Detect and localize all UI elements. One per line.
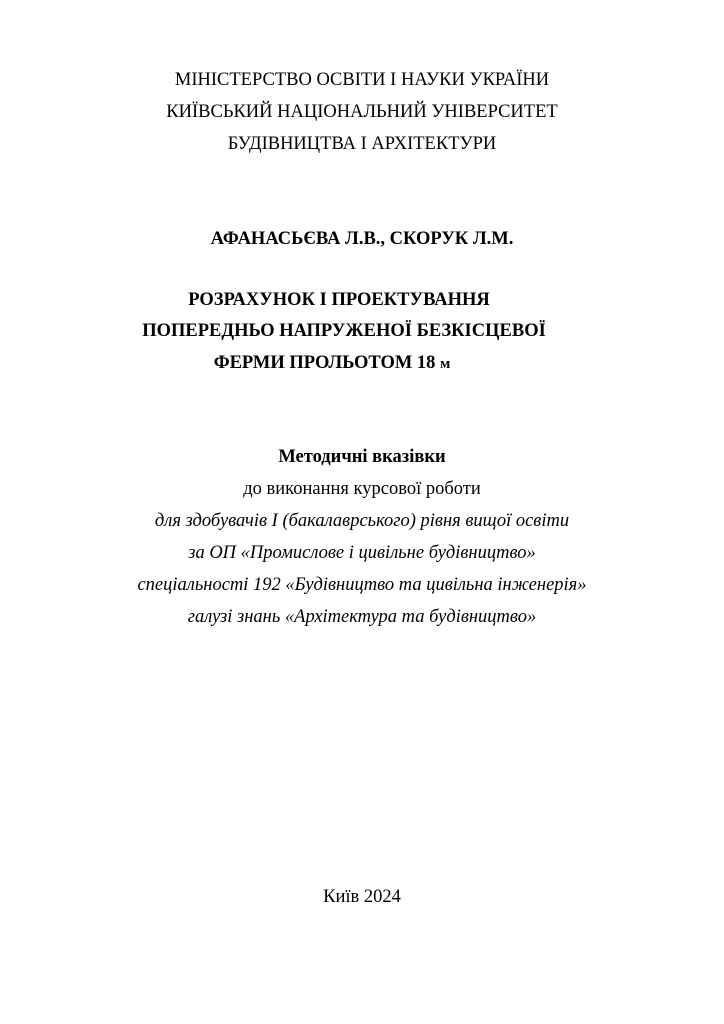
guidelines-line-5: галузі знань «Архітектура та будівництво»	[187, 607, 537, 627]
guidelines-line-1: до виконання курсової роботи	[243, 479, 481, 499]
document-title-line-1: РОЗРАХУНОК І ПРОЕКТУВАННЯ	[188, 290, 490, 310]
document-title-span-unit: м	[440, 356, 451, 372]
ministry-line: МІНІСТЕРСТВО ОСВІТИ І НАУКИ УКРАЇНИ	[174, 70, 550, 90]
university-line-1: КИЇВСЬКИЙ НАЦІОНАЛЬНИЙ УНІВЕРСИТЕТ	[166, 102, 558, 122]
place-and-year: Київ 2024	[323, 887, 401, 907]
university-line-2: БУДІВНИЦТВА І АРХІТЕКТУРИ	[227, 134, 497, 154]
guidelines-line-3: за ОП «Промислове і цивільне будівництво»	[188, 543, 536, 563]
guidelines-line-4: спеціальності 192 «Будівництво та цивільна інженерія»	[137, 575, 587, 595]
guidelines-line-2: для здобувачів І (бакалаврського) рівня вищої освіти	[154, 511, 570, 531]
guidelines-heading: Методичні вказівки	[278, 447, 446, 467]
document-title-line-2: ПОПЕРЕДНЬО НАПРУЖЕНОЇ БЕЗКІСЦЕВОЇ	[142, 321, 546, 341]
authors: АФАНАСЬЄВА Л.В., СКОРУК Л.М.	[210, 229, 514, 249]
document-title-line-3	[0, 352, 694, 375]
document-title-span-text: ФЕРМИ ПРОЛЬОТОМ 18	[213, 353, 441, 373]
